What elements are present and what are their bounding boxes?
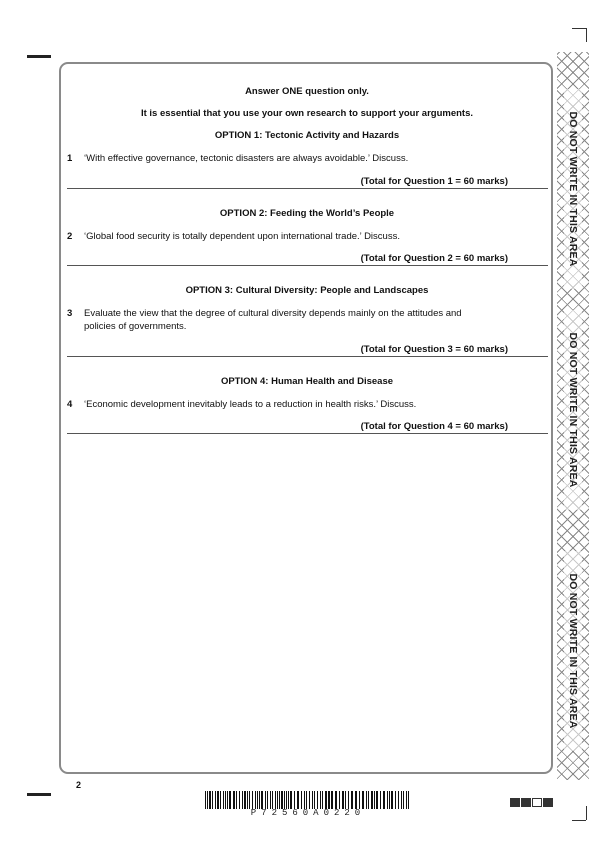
barcode-bar <box>229 791 231 809</box>
barcode-bar <box>355 791 357 809</box>
barcode-bar <box>279 791 280 809</box>
registration-mark-top <box>27 55 51 58</box>
barcode-bar <box>217 791 219 809</box>
barcode-bar <box>387 791 388 809</box>
barcode-bar <box>215 791 216 809</box>
barcode-bar <box>335 791 337 809</box>
instruction-research: It is essential that you use your own research to support your arguments. <box>140 108 474 119</box>
barcode-bar <box>270 791 271 809</box>
page-marker-blocks <box>510 798 554 816</box>
side-warning-1: DO NOT WRITE IN THIS AREA <box>564 89 582 289</box>
crop-mark-top-right-v <box>586 28 587 42</box>
barcode-bar <box>284 791 285 809</box>
barcode-bar <box>265 791 266 809</box>
question-4-marks: (Total for Question 4 = 60 marks) <box>360 421 508 432</box>
barcode-bar <box>247 791 248 809</box>
barcode-bar <box>325 791 327 809</box>
barcode-bar <box>304 791 305 809</box>
barcode-bar <box>233 791 235 809</box>
barcode-bar <box>239 791 240 809</box>
barcode-bar <box>359 791 360 809</box>
barcode-bar <box>252 791 253 809</box>
barcode-bar <box>389 791 390 809</box>
barcode-bar <box>297 791 299 809</box>
question-2-marks: (Total for Question 2 = 60 marks) <box>360 253 508 264</box>
barcode-bar <box>317 791 318 809</box>
question-2-number: 2 <box>67 231 73 242</box>
barcode-bar <box>227 791 228 809</box>
instruction-one-question: Answer ONE question only. <box>245 86 369 97</box>
barcode-bar <box>275 791 276 809</box>
barcode-bar <box>374 791 375 809</box>
question-3-marks: (Total for Question 3 = 60 marks) <box>360 344 508 355</box>
question-1-number: 1 <box>67 153 73 164</box>
crop-mark-bottom-right-v <box>586 806 587 820</box>
barcode-bar <box>220 791 221 809</box>
barcode-bar <box>288 791 289 809</box>
side-warning-2: DO NOT WRITE IN THIS AREA <box>564 310 582 510</box>
barcode-bar <box>306 791 307 809</box>
barcode-bar <box>368 791 369 809</box>
barcode-bar <box>209 791 211 809</box>
marker-block <box>510 798 520 807</box>
question-2-rule <box>67 265 548 266</box>
barcode-bar <box>403 791 404 809</box>
question-4-text: ‘Economic development inevitably leads to a reduction in health risks.’ Discuss. <box>84 399 417 410</box>
barcode-bar <box>205 791 206 809</box>
marker-block <box>532 798 542 807</box>
barcode-bar <box>320 791 321 809</box>
barcode-bar <box>342 791 344 809</box>
barcode-bar <box>294 791 295 809</box>
barcode-bar <box>257 791 258 809</box>
barcode-bar <box>348 791 349 809</box>
barcode-text: P72560A0220 <box>250 808 366 818</box>
option-3-title: OPTION 3: Cultural Diversity: People and Landscapes <box>185 285 429 296</box>
barcode-bar <box>398 791 399 809</box>
barcode-bar <box>328 791 330 809</box>
barcode-bar <box>408 791 409 809</box>
barcode-bar <box>383 791 385 809</box>
barcode-bar <box>286 791 287 809</box>
barcode-bar <box>301 791 302 809</box>
barcode-bar <box>236 791 237 809</box>
barcode-bar <box>207 791 208 809</box>
barcode-bar <box>223 791 224 809</box>
barcode-bar <box>391 791 393 809</box>
barcode-bar <box>339 791 340 809</box>
barcode-bar <box>255 791 256 809</box>
option-2-title: OPTION 2: Feeding the World’s People <box>219 208 395 219</box>
question-4-number: 4 <box>67 399 73 410</box>
barcode-bar <box>309 791 310 809</box>
side-warning-3: DO NOT WRITE IN THIS AREA <box>564 551 582 751</box>
barcode-bar <box>380 791 381 809</box>
barcode-bar <box>272 791 273 809</box>
barcode-bar <box>249 791 250 809</box>
question-3-rule <box>67 356 548 357</box>
question-2-text: ‘Global food security is totally dependent upon international trade.’ Discuss. <box>84 231 400 242</box>
barcode-bar <box>244 791 246 809</box>
marker-block <box>521 798 531 807</box>
barcode-bar <box>345 791 346 809</box>
question-1-text: ‘With effective governance, tectonic disasters are always avoidable.’ Discuss. <box>84 153 409 164</box>
barcode-bar <box>259 791 260 809</box>
option-1-title: OPTION 1: Tectonic Activity and Hazards <box>214 130 400 141</box>
barcode-bar <box>212 791 213 809</box>
barcode-bar <box>261 791 263 809</box>
barcode-bar <box>362 791 364 809</box>
side-margin-strip <box>557 52 589 780</box>
question-1-marks: (Total for Question 1 = 60 marks) <box>360 176 508 187</box>
crop-mark-bottom-right <box>572 820 586 821</box>
barcode-image <box>205 791 411 809</box>
answer-frame <box>59 62 553 774</box>
question-3-text: Evaluate the view that the degree of cultural diversity depends mainly on the attitudes and policies of governments. <box>84 308 462 332</box>
question-1-rule <box>67 188 548 189</box>
barcode-bar <box>242 791 243 809</box>
barcode-bar <box>366 791 367 809</box>
barcode-bar <box>312 791 313 809</box>
barcode-bar <box>371 791 373 809</box>
barcode-bar <box>406 791 407 809</box>
barcode-bar <box>376 791 378 809</box>
registration-mark-bottom <box>27 793 51 796</box>
question-3-number: 3 <box>67 308 73 319</box>
barcode-bar <box>322 791 323 809</box>
page-number: 2 <box>76 780 82 790</box>
barcode-bar <box>290 791 292 809</box>
question-4-rule <box>67 433 548 434</box>
barcode-bar <box>331 791 333 809</box>
barcode-bar <box>225 791 226 809</box>
barcode-bar <box>401 791 402 809</box>
barcode-bar <box>314 791 315 809</box>
marker-block <box>543 798 553 807</box>
barcode-bar <box>351 791 353 809</box>
barcode-bar <box>277 791 278 809</box>
barcode-bar <box>395 791 396 809</box>
barcode-bar <box>267 791 268 809</box>
barcode-bar <box>281 791 283 809</box>
crop-mark-top-right <box>572 28 586 29</box>
option-4-title: OPTION 4: Human Health and Disease <box>220 376 394 387</box>
